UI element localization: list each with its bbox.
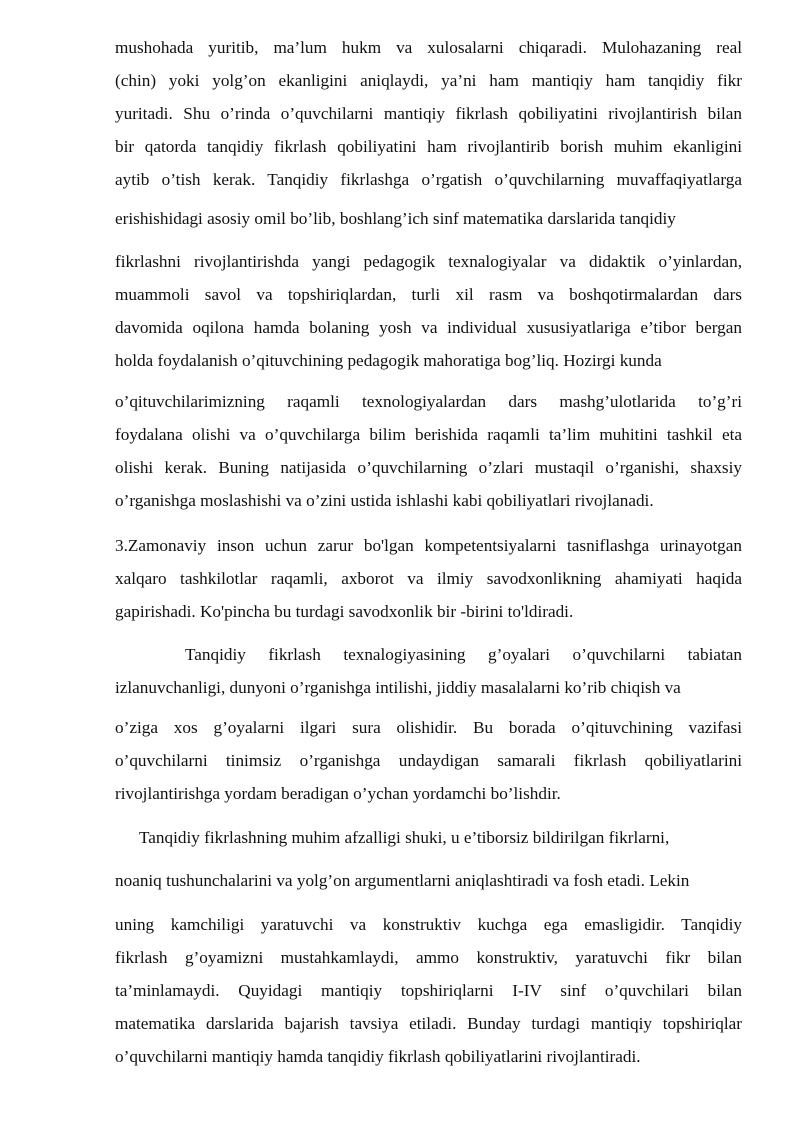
text-line: izlanuvchanligi, dunyoni o’rganishga intilishi, jiddiy masalalarni ko’rib chiqish va xyxy=(115,678,681,697)
text-line: xalqaro tashkilotlar raqamli, axborot va ilmiy savodxonlikning ahamiyati haqida xyxy=(115,569,742,588)
text-line: rivojlantirishga yordam beradigan o’ychan yordamchi bo’lishdir. xyxy=(115,784,561,803)
text-line: o’ziga xos g’oyalarni ilgari sura olishidir. Bu borada o’qituvchining vazifasi xyxy=(115,718,742,737)
text-line: uning kamchiligi yaratuvchi va konstruktiv kuchga ega emasligidir. Tanqidiy xyxy=(115,915,742,934)
text-line: fikrlashni rivojlantirishda yangi pedagogik texnalogiyalar va didaktik o’yinlardan, xyxy=(115,252,742,271)
text-line: gapirishadi. Ko'pincha bu turdagi savodxonlik bir -birini to'ldiradi. xyxy=(115,602,574,621)
text-line: o’quvchilarni mantiqiy hamda tanqidiy fikrlash qobiliyatlarini rivojlantiradi. xyxy=(115,1047,641,1066)
text-line: olishi kerak. Buning natijasida o’quvchilarning o’zlari mustaqil o’rganishi, shaxsiy xyxy=(115,458,742,477)
text-line: matematika darslarida bajarish tavsiya etiladi. Bunday turdagi mantiqiy topshiriqlar xyxy=(115,1014,742,1033)
text-line: yuritadi. Shu o’rinda o’quvchilarni mantiqiy fikrlash qobiliyatini rivojlantirish bilan xyxy=(115,104,742,123)
text-line: erishishidagi asosiy omil bo’lib, boshlang’ich sinf matematika darslarida tanqidiy xyxy=(115,209,676,228)
text-line: mushohada yuritib, ma’lum hukm va xulosalarni chiqaradi. Mulohazaning real xyxy=(115,38,742,57)
text-line: o’rganishga moslashishi va o’zini ustida ishlashi kabi qobiliyatlari rivojlanadi. xyxy=(115,491,654,510)
text-line: Tanqidiy fikrlashning muhim afzalligi shuki, u e’tiborsiz bildirilgan fikrlarni, xyxy=(139,828,670,847)
text-line: Tanqidiy fikrlash texnalogiyasining g’oyalari o’quvchilarni tabiatan xyxy=(185,645,742,664)
text-line: noaniq tushunchalarini va yolg’on argumentlarni aniqlashtiradi va fosh etadi. Lekin xyxy=(115,871,690,890)
text-line: muammoli savol va topshiriqlardan, turli xil rasm va boshqotirmalardan dars xyxy=(115,285,742,304)
text-line: 3.Zamonaviy inson uchun zarur bo'lgan kompetentsiyalarni tasniflashga urinayotgan xyxy=(115,536,742,555)
text-line: holda foydalanish o’qituvchining pedagogik mahoratiga bog’liq. Hozirgi kunda xyxy=(115,351,662,370)
text-line: davomida oqilona hamda bolaning yosh va individual xususiyatlariga e’tibor bergan xyxy=(115,318,742,337)
text-line: (chin) yoki yolg’on ekanligini aniqlaydi, ya’ni ham mantiqiy ham tanqidiy fikr xyxy=(115,71,742,90)
text-line: ta’minlamaydi. Quyidagi mantiqiy topshiriqlarni I-IV sinf o’quvchilari bilan xyxy=(115,981,742,1000)
text-line: fikrlash g’oyamizni mustahkamlaydi, ammo konstruktiv, yaratuvchi fikr bilan xyxy=(115,948,742,967)
text-line: aytib o’tish kerak. Tanqidiy fikrlashga o’rgatish o’quvchilarning muvaffaqiyatlarga xyxy=(115,170,742,189)
text-line: foydalana olishi va o’quvchilarga bilim berishida raqamli ta’lim muhitini tashkil eta xyxy=(115,425,742,444)
text-line: o’qituvchilarimizning raqamli texnologiyalardan dars mashg’ulotlarida to’g’ri xyxy=(115,392,742,411)
text-line: bir qatorda tanqidiy fikrlash qobiliyatini ham rivojlantirib borish muhim ekanligini xyxy=(115,137,742,156)
text-line: o’quvchilarni tinimsiz o’rganishga undaydigan samarali fikrlash qobiliyatlarini xyxy=(115,751,742,770)
